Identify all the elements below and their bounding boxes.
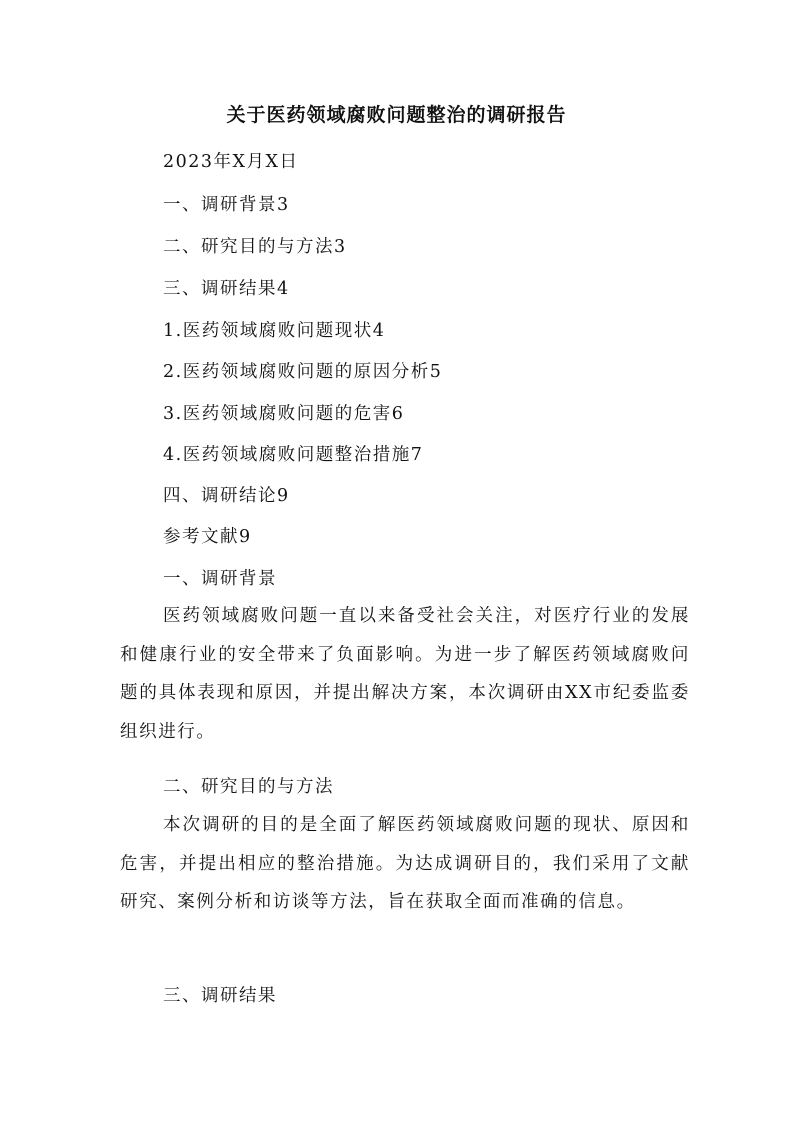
toc-item: 1.医药领域腐败问题现状4 [163, 321, 386, 341]
toc-item: 参考文献9 [163, 527, 252, 547]
toc-item: 二、研究目的与方法3 [163, 237, 347, 257]
toc-item: 3.医药领域腐败问题的危害6 [163, 404, 405, 424]
toc-item: 三、调研结果4 [163, 279, 290, 299]
section-heading: 三、调研结果 [163, 986, 277, 1006]
toc-item: 4.医药领域腐败问题整治措施7 [163, 445, 424, 465]
section-paragraph: 医药领域腐败问题一直以来备受社会关注，对医疗行业的发展和健康行业的安全带来了负面影响。为进一步了解医药领域腐败问题的具体表现和原因，并提出解决方案，本次调研由XX市纪委监委组织进行。 [120, 606, 690, 742]
toc-item: 2.医药领域腐败问题的原因分析5 [163, 362, 443, 382]
document-date: 2023年X月X日 [163, 152, 299, 172]
document-title: 关于医药领域腐败问题整治的调研报告 [226, 104, 567, 126]
toc-item: 四、调研结论9 [163, 486, 290, 506]
section-paragraph: 本次调研的目的是全面了解医药领域腐败问题的现状、原因和危害，并提出相应的整治措施。为达成调研目的，我们采用了文献研究、案例分析和访谈等方法，旨在获取全面而准确的信息。 [120, 815, 690, 912]
toc-item: 一、调研背景3 [163, 195, 290, 215]
section-heading: 二、研究目的与方法 [163, 777, 334, 797]
section-heading: 一、调研背景 [163, 569, 277, 589]
